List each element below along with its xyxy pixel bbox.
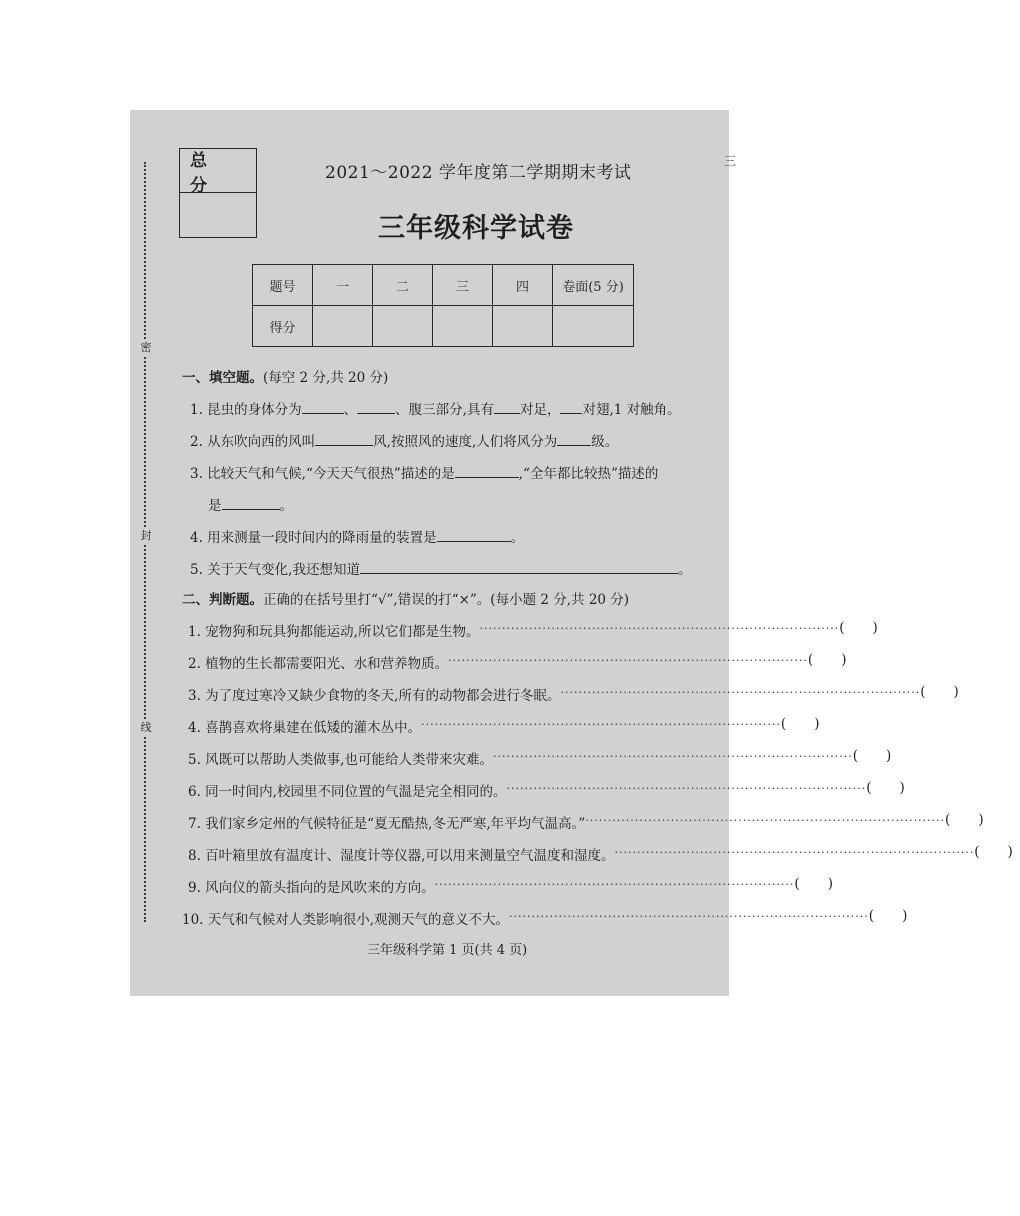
bracket-close: ) <box>827 876 833 892</box>
judgement-text: 4. 喜鹊喜欢将巢建在低矮的灌木丛中。 <box>188 720 422 736</box>
section2-note: 正确的在括号里打“√”,错误的打“×”。(每小题 2 分,共 20 分) <box>263 592 630 608</box>
answer-bracket[interactable] <box>781 716 827 736</box>
answer-blank[interactable] <box>437 529 511 542</box>
leader-dots: ················································································ <box>434 878 795 891</box>
bracket-open: ( <box>920 684 926 700</box>
bracket-close: ) <box>978 812 984 828</box>
bracket-close: ) <box>1007 844 1013 860</box>
score-table-header-cell: 四 <box>493 265 553 306</box>
score-table-header-cell: 题号 <box>253 265 313 306</box>
answer-bracket[interactable] <box>974 844 1020 864</box>
binding-mark-close: 封 <box>138 528 154 544</box>
exam-title: 三年级科学试卷 <box>378 213 574 244</box>
answer-bracket[interactable] <box>869 908 915 928</box>
judgement-item <box>182 908 908 928</box>
score-cell[interactable] <box>433 306 493 347</box>
answer-bracket[interactable] <box>920 684 966 704</box>
judgement-text: 10. 天气和气候对人类影响很小,观测天气的意义不大。 <box>182 912 510 928</box>
leader-dots: ················································································ <box>509 910 869 923</box>
bracket-close: ) <box>899 780 905 796</box>
bracket-close: ) <box>902 908 908 924</box>
question-1-3: 3. 比较天气和气候,“今天天气很热”描述的是 ,“全年都比较热”描述的 <box>190 466 659 482</box>
bracket-open: ( <box>866 780 872 796</box>
score-table <box>252 264 634 347</box>
leader-dots: ················································································ <box>560 686 921 699</box>
binding-mark-seal: 密 <box>138 340 154 356</box>
judgement-text: 1. 宠物狗和玩具狗都能运动,所以它们都是生物。 <box>188 624 480 640</box>
bracket-open: ( <box>839 620 845 636</box>
section2-heading-line <box>182 588 629 608</box>
bracket-close: ) <box>885 748 892 764</box>
answer-blank[interactable] <box>455 465 519 478</box>
score-table-header-row <box>253 265 634 306</box>
judgement-item <box>188 780 905 800</box>
judgement-text: 6. 同一时间内,校园里不同位置的气温是完全相同的。 <box>188 784 507 800</box>
bracket-open: ( <box>868 908 875 924</box>
section1-note: (每空 2 分,共 20 分) <box>263 370 389 386</box>
bracket-open: ( <box>794 876 800 892</box>
binding-mark-line: 线 <box>138 720 154 736</box>
bracket-open: ( <box>807 652 814 668</box>
leader-dots: ················································································ <box>479 622 840 635</box>
answer-blank[interactable] <box>315 433 373 446</box>
judgement-item <box>188 716 820 736</box>
exam-paper <box>130 110 1013 996</box>
section2-heading: 二、判断题。 <box>182 592 263 608</box>
judgement-text: 2. 植物的生长都需要阳光、水和营养物质。 <box>188 656 449 672</box>
bracket-open: ( <box>852 748 858 764</box>
leader-dots: ················································································ <box>448 654 808 667</box>
section1-heading: 一、填空题。 <box>182 370 263 386</box>
answer-bracket[interactable] <box>794 876 840 896</box>
judgement-text: 3. 为了度过寒冷又缺少食物的冬天,所有的动物都会进行冬眠。 <box>188 688 561 704</box>
judgement-text: 9. 风向仪的箭头指向的是风吹来的方向。 <box>188 880 435 896</box>
question-1-4: 4. 用来测量一段时间内的降雨量的装置是 。 <box>190 530 525 546</box>
bracket-close: ) <box>953 684 959 700</box>
answer-bracket[interactable] <box>853 748 899 768</box>
judgement-item <box>188 876 833 896</box>
answer-blank[interactable] <box>494 401 520 414</box>
exam-subtitle: 2021～2022 学年度第二学期期末考试 <box>325 163 632 183</box>
bracket-close: ) <box>841 652 847 668</box>
leader-dots: ················································································ <box>506 782 867 795</box>
score-table-header-cell: 三 <box>433 265 493 306</box>
question-1-3-cont: 是 。 <box>208 498 293 514</box>
leader-dots: ················································································ <box>614 846 975 859</box>
judgement-item <box>188 684 959 704</box>
judgement-item <box>188 812 984 832</box>
score-table-header-cell: 二 <box>373 265 433 306</box>
score-cell[interactable] <box>493 306 553 347</box>
question-1-1: 1. 昆虫的身体分为 、 、腹三部分,具有 对足， 对翅,1 对触角。 <box>190 402 681 418</box>
leader-dots: ················································································ <box>585 814 946 827</box>
judgement-item <box>188 620 878 640</box>
score-cell[interactable] <box>313 306 373 347</box>
total-score-label: 总 分 <box>180 149 256 193</box>
judgement-item <box>188 844 1013 864</box>
total-score-box <box>179 148 257 238</box>
judgement-text: 7. 我们家乡定州的气候特征是“夏无酷热,冬无严寒,年平均气温高。” <box>188 816 586 832</box>
answer-blank[interactable] <box>357 401 395 414</box>
answer-bracket[interactable] <box>839 620 885 640</box>
judgement-item <box>188 652 847 672</box>
bracket-open: ( <box>974 844 980 860</box>
score-cell[interactable] <box>553 306 634 347</box>
leader-dots: ················································································ <box>421 718 781 731</box>
answer-blank[interactable] <box>560 401 582 414</box>
judgement-text: 5. 风既可以帮助人类做事,也可能给人类带来灾难。 <box>188 752 493 768</box>
answer-bracket[interactable] <box>866 780 912 800</box>
bracket-close: ) <box>872 620 878 636</box>
bracket-open: ( <box>780 716 787 732</box>
question-1-2: 2. 从东吹向西的风叫 风,按照风的速度,人们将风分为 级。 <box>190 434 619 450</box>
bracket-close: ) <box>814 716 820 732</box>
answer-blank[interactable] <box>360 561 678 574</box>
answer-blank[interactable] <box>222 497 280 510</box>
bracket-open: ( <box>945 812 951 828</box>
answer-blank[interactable] <box>302 401 344 414</box>
total-score-field[interactable] <box>180 193 256 237</box>
judgement-item <box>188 748 892 768</box>
page-footer: 三年级科学第 1 页(共 4 页) <box>367 943 528 958</box>
question-1-5: 5. 关于天气变化,我还想知道 。 <box>190 562 692 578</box>
score-cell[interactable] <box>373 306 433 347</box>
judgement-text: 8. 百叶箱里放有温度计、湿度计等仪器,可以用来测量空气温度和湿度。 <box>188 848 615 864</box>
score-table-header-cell: 卷面(5 分) <box>553 265 634 306</box>
answer-bracket[interactable] <box>808 652 854 672</box>
score-row-label: 得分 <box>253 306 313 347</box>
answer-bracket[interactable] <box>945 812 991 832</box>
edge-text: 三 <box>724 154 737 168</box>
leader-dots: ················································································ <box>492 750 853 763</box>
score-table-header-cell: 一 <box>313 265 373 306</box>
answer-blank[interactable] <box>557 433 591 446</box>
score-table-score-row <box>253 306 634 347</box>
section1-heading-line <box>182 366 388 386</box>
